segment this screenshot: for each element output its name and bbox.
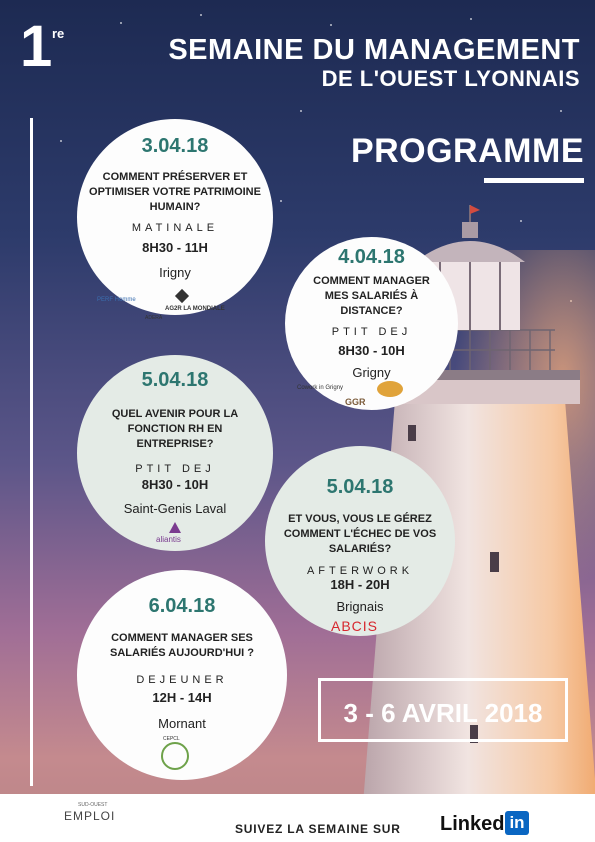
- event-type: MATINALE: [131, 222, 219, 234]
- date-range: 3 - 6 AVRIL 2018: [343, 698, 543, 728]
- org-logo: EMPLOI: [64, 809, 116, 823]
- event-date: 3.04.18: [141, 135, 209, 157]
- logo-aliantis: aliantis: [156, 535, 181, 544]
- event-time: 18H - 20H: [330, 577, 390, 592]
- event-circle-5: [77, 570, 287, 780]
- logo-perf-homme: PERF Homme: [97, 297, 136, 303]
- event-type: AFTERWORK: [306, 565, 414, 577]
- event-date: 4.04.18: [338, 246, 405, 268]
- event-time: 8H30 - 10H: [141, 477, 209, 492]
- question-line: MES SALARIÉS À: [324, 289, 419, 302]
- event-circle-1: [77, 119, 273, 321]
- event-time: 12H - 14H: [152, 690, 212, 705]
- logo-abcis: ABCIS: [331, 618, 379, 634]
- programme-underline: [484, 178, 584, 183]
- question-line: FONCTION RH EN: [127, 422, 223, 435]
- event-place: Brignais: [336, 599, 384, 614]
- question-line: ENTREPRISE?: [136, 437, 214, 450]
- linkedin-icon[interactable]: in: [505, 811, 529, 835]
- question-line: OPTIMISER VOTRE PATRIMOINE: [89, 185, 261, 198]
- logo-cowork: Cowork in Grigny: [297, 385, 344, 391]
- question-line: HUMAIN?: [149, 200, 201, 213]
- logo-aliantis-icon: [169, 522, 181, 533]
- question-line: DISTANCE?: [340, 304, 403, 317]
- question-line: COMMENT MANAGER SES: [111, 632, 253, 644]
- linkedin-logo[interactable]: Linked: [440, 813, 505, 835]
- event-place: Saint-Genis Laval: [123, 501, 227, 516]
- event-question: [77, 631, 287, 661]
- logo-adera: ADERA: [145, 315, 163, 321]
- event-place: Grigny: [352, 365, 391, 380]
- logo-ggr: GGR: [345, 397, 366, 407]
- event-circle-2: [285, 237, 458, 410]
- event-question: [77, 170, 273, 215]
- event-time: 8H30 - 10H: [338, 343, 405, 358]
- page-title-line1: SEMAINE DU MANAGEMENT: [168, 34, 580, 66]
- event-circle-4: [265, 446, 455, 636]
- question-line: ET VOUS, VOUS LE GÉREZ: [288, 513, 432, 525]
- question-line: COMMENT PRÉSERVER ET: [102, 171, 248, 183]
- event-type: PTIT DEJ: [135, 463, 215, 475]
- event-place: Irigny: [159, 265, 191, 280]
- logo-cepcl: CEPCL: [163, 736, 180, 742]
- programme-heading: PROGRAMME: [350, 132, 584, 170]
- event-date: 5.04.18: [141, 369, 209, 391]
- timeline-line: [30, 118, 33, 786]
- page-title-line2: DE L'OUEST LYONNAIS: [321, 66, 580, 91]
- event-question: [285, 274, 458, 319]
- event-date: 5.04.18: [326, 476, 394, 498]
- event-place: Mornant: [158, 716, 206, 731]
- edition-superscript: re: [52, 26, 65, 41]
- question-line: SALARIÉS?: [328, 542, 392, 555]
- logo-cepcl-icon: [161, 742, 189, 770]
- date-range-box: [318, 678, 568, 742]
- question-line: SALARIÉS AUJOURD'HUI ?: [110, 646, 254, 659]
- event-date: 6.04.18: [148, 595, 216, 617]
- event-question: [77, 407, 273, 452]
- event-circle-3: [77, 355, 273, 551]
- event-question: [265, 512, 455, 557]
- question-line: COMMENT MANAGER: [313, 275, 430, 287]
- event-type: DEJEUNER: [136, 674, 228, 686]
- event-time: 8H30 - 11H: [142, 240, 208, 255]
- follow-text: SUIVEZ LA SEMAINE SUR: [235, 822, 401, 836]
- question-line: COMMENT L'ÉCHEC DE VOS: [283, 527, 437, 540]
- org-small-label: SUD-OUEST: [78, 802, 108, 808]
- logo-ag2r-icon: [175, 289, 189, 303]
- edition-number: 1: [20, 14, 53, 79]
- logo-ggr-partenaire-icon: [377, 381, 403, 397]
- logo-ag2r: AG2R LA MONDIALE: [165, 306, 225, 312]
- event-type: PTIT DEJ: [331, 326, 412, 338]
- question-line: QUEL AVENIR POUR LA: [111, 408, 239, 420]
